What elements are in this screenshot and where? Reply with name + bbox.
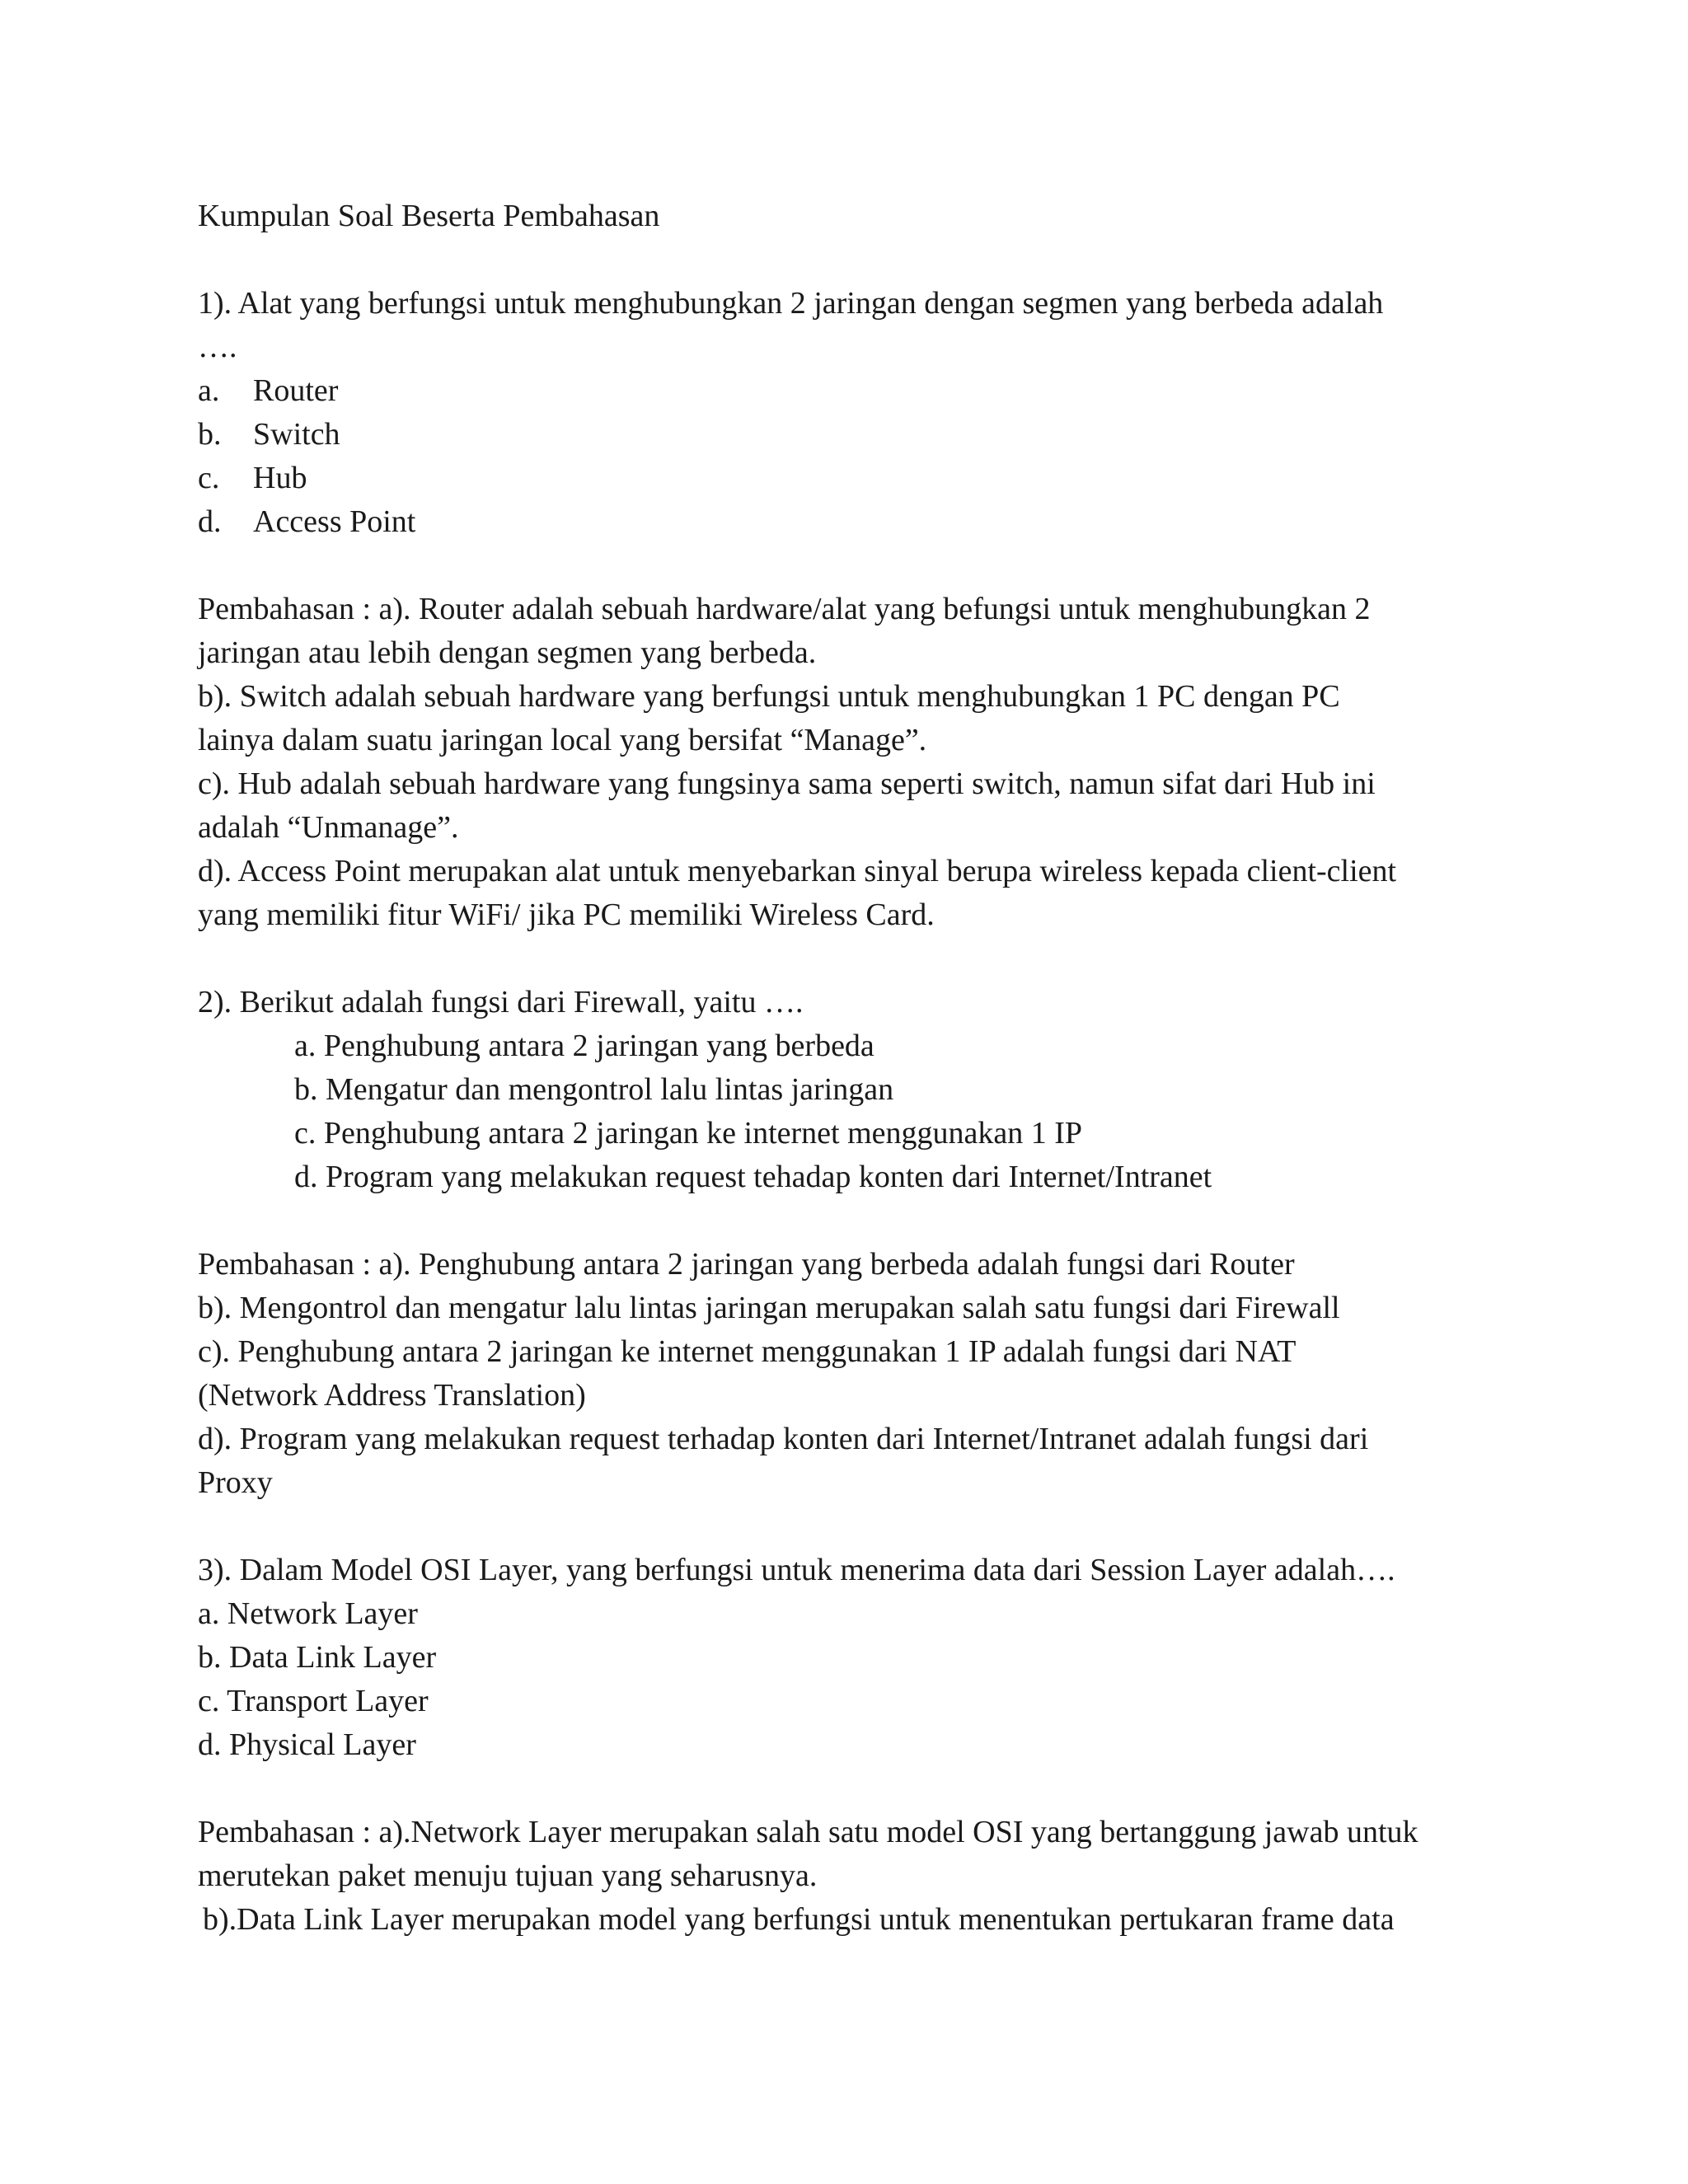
question-3-option-b: b. Data Link Layer — [198, 1640, 437, 1675]
question-3-option-c: c. Transport Layer — [198, 1684, 429, 1718]
question-3-option-a: a. Network Layer — [198, 1596, 418, 1631]
question-1-discussion-line: adalah “Unmanage”. — [198, 810, 459, 845]
question-2-discussion-line: c). Penghubung antara 2 jaringan ke internet menggunakan 1 IP adalah fungsi dari NAT — [198, 1334, 1296, 1369]
spacer — [198, 544, 1500, 588]
question-2-discussion-line: (Network Address Translation) — [198, 1378, 586, 1413]
question-1-discussion-line: lainya dalam suatu jaringan local yang bersifat “Manage”. — [198, 723, 927, 757]
question-2-discussion-line: Pembahasan : a). Penghubung antara 2 jaringan yang berbeda adalah fungsi dari Router — [198, 1247, 1295, 1282]
option-text: Switch — [253, 417, 340, 452]
question-2-discussion-line: d). Program yang melakukan request terhadap konten dari Internet/Intranet adalah fungsi dari — [198, 1422, 1369, 1456]
option-letter: a. — [198, 373, 220, 408]
question-2-option-b: b. Mengatur dan mengontrol lalu lintas jaringan — [294, 1072, 894, 1107]
option-text: Hub — [253, 461, 307, 495]
question-2-discussion-line: Proxy — [198, 1465, 273, 1500]
question-2-option-d: d. Program yang melakukan request tehadap konten dari Internet/Intranet — [294, 1160, 1212, 1194]
question-2-option-a: a. Penghubung antara 2 jaringan yang berbeda — [294, 1029, 874, 1063]
question-3-discussion-line: Pembahasan : a).Network Layer merupakan salah satu model OSI yang bertanggung jawab untuk — [198, 1815, 1418, 1849]
option-letter: d. — [198, 504, 222, 539]
question-1-ellipsis: …. — [198, 330, 237, 364]
option-letter: b. — [198, 417, 222, 452]
question-1-discussion-line: c). Hub adalah sebuah hardware yang fungsinya sama seperti switch, namun sifat dari Hub ini — [198, 766, 1376, 801]
question-3-discussion-line: merutekan paket menuju tujuan yang seharusnya. — [198, 1858, 818, 1893]
spacer — [198, 1505, 1500, 1549]
question-1-option-a — [198, 369, 1500, 413]
option-text: Access Point — [253, 504, 416, 539]
document-body — [198, 194, 1500, 1942]
question-1-option-b — [198, 413, 1500, 457]
spacer — [198, 1199, 1500, 1243]
question-1-text: 1). Alat yang berfungsi untuk menghubungkan 2 jaringan dengan segmen yang berbeda adalah — [198, 286, 1384, 321]
document-title: Kumpulan Soal Beserta Pembahasan — [198, 199, 660, 233]
question-1-discussion-line: jaringan atau lebih dengan segmen yang berbeda. — [198, 635, 817, 670]
question-2-text: 2). Berikut adalah fungsi dari Firewall, yaitu …. — [198, 985, 804, 1019]
spacer — [198, 937, 1500, 981]
question-1-option-d — [198, 500, 1500, 544]
question-3-option-d: d. Physical Layer — [198, 1727, 416, 1762]
spacer — [198, 238, 1500, 282]
option-text: Router — [253, 373, 339, 408]
question-3-text: 3). Dalam Model OSI Layer, yang berfungsi untuk menerima data dari Session Layer adalah…. — [198, 1553, 1395, 1587]
question-1-discussion-line: yang memiliki fitur WiFi/ jika PC memiliki Wireless Card. — [198, 898, 935, 932]
question-1-option-c — [198, 457, 1500, 500]
option-letter: c. — [198, 461, 220, 495]
spacer — [198, 1767, 1500, 1811]
question-3-discussion-line: b).Data Link Layer merupakan model yang berfungsi untuk menentukan pertukaran frame data — [203, 1902, 1395, 1937]
question-1-discussion-line: d). Access Point merupakan alat untuk menyebarkan sinyal berupa wireless kepada client-client — [198, 854, 1397, 888]
question-1-discussion-line: Pembahasan : a). Router adalah sebuah hardware/alat yang befungsi untuk menghubungkan 2 — [198, 592, 1371, 626]
question-2-discussion-line: b). Mengontrol dan mengatur lalu lintas jaringan merupakan salah satu fungsi dari Firewall — [198, 1291, 1340, 1325]
question-2-option-c: c. Penghubung antara 2 jaringan ke internet menggunakan 1 IP — [294, 1116, 1083, 1151]
question-1-discussion-line: b). Switch adalah sebuah hardware yang berfungsi untuk menghubungkan 1 PC dengan PC — [198, 679, 1340, 714]
